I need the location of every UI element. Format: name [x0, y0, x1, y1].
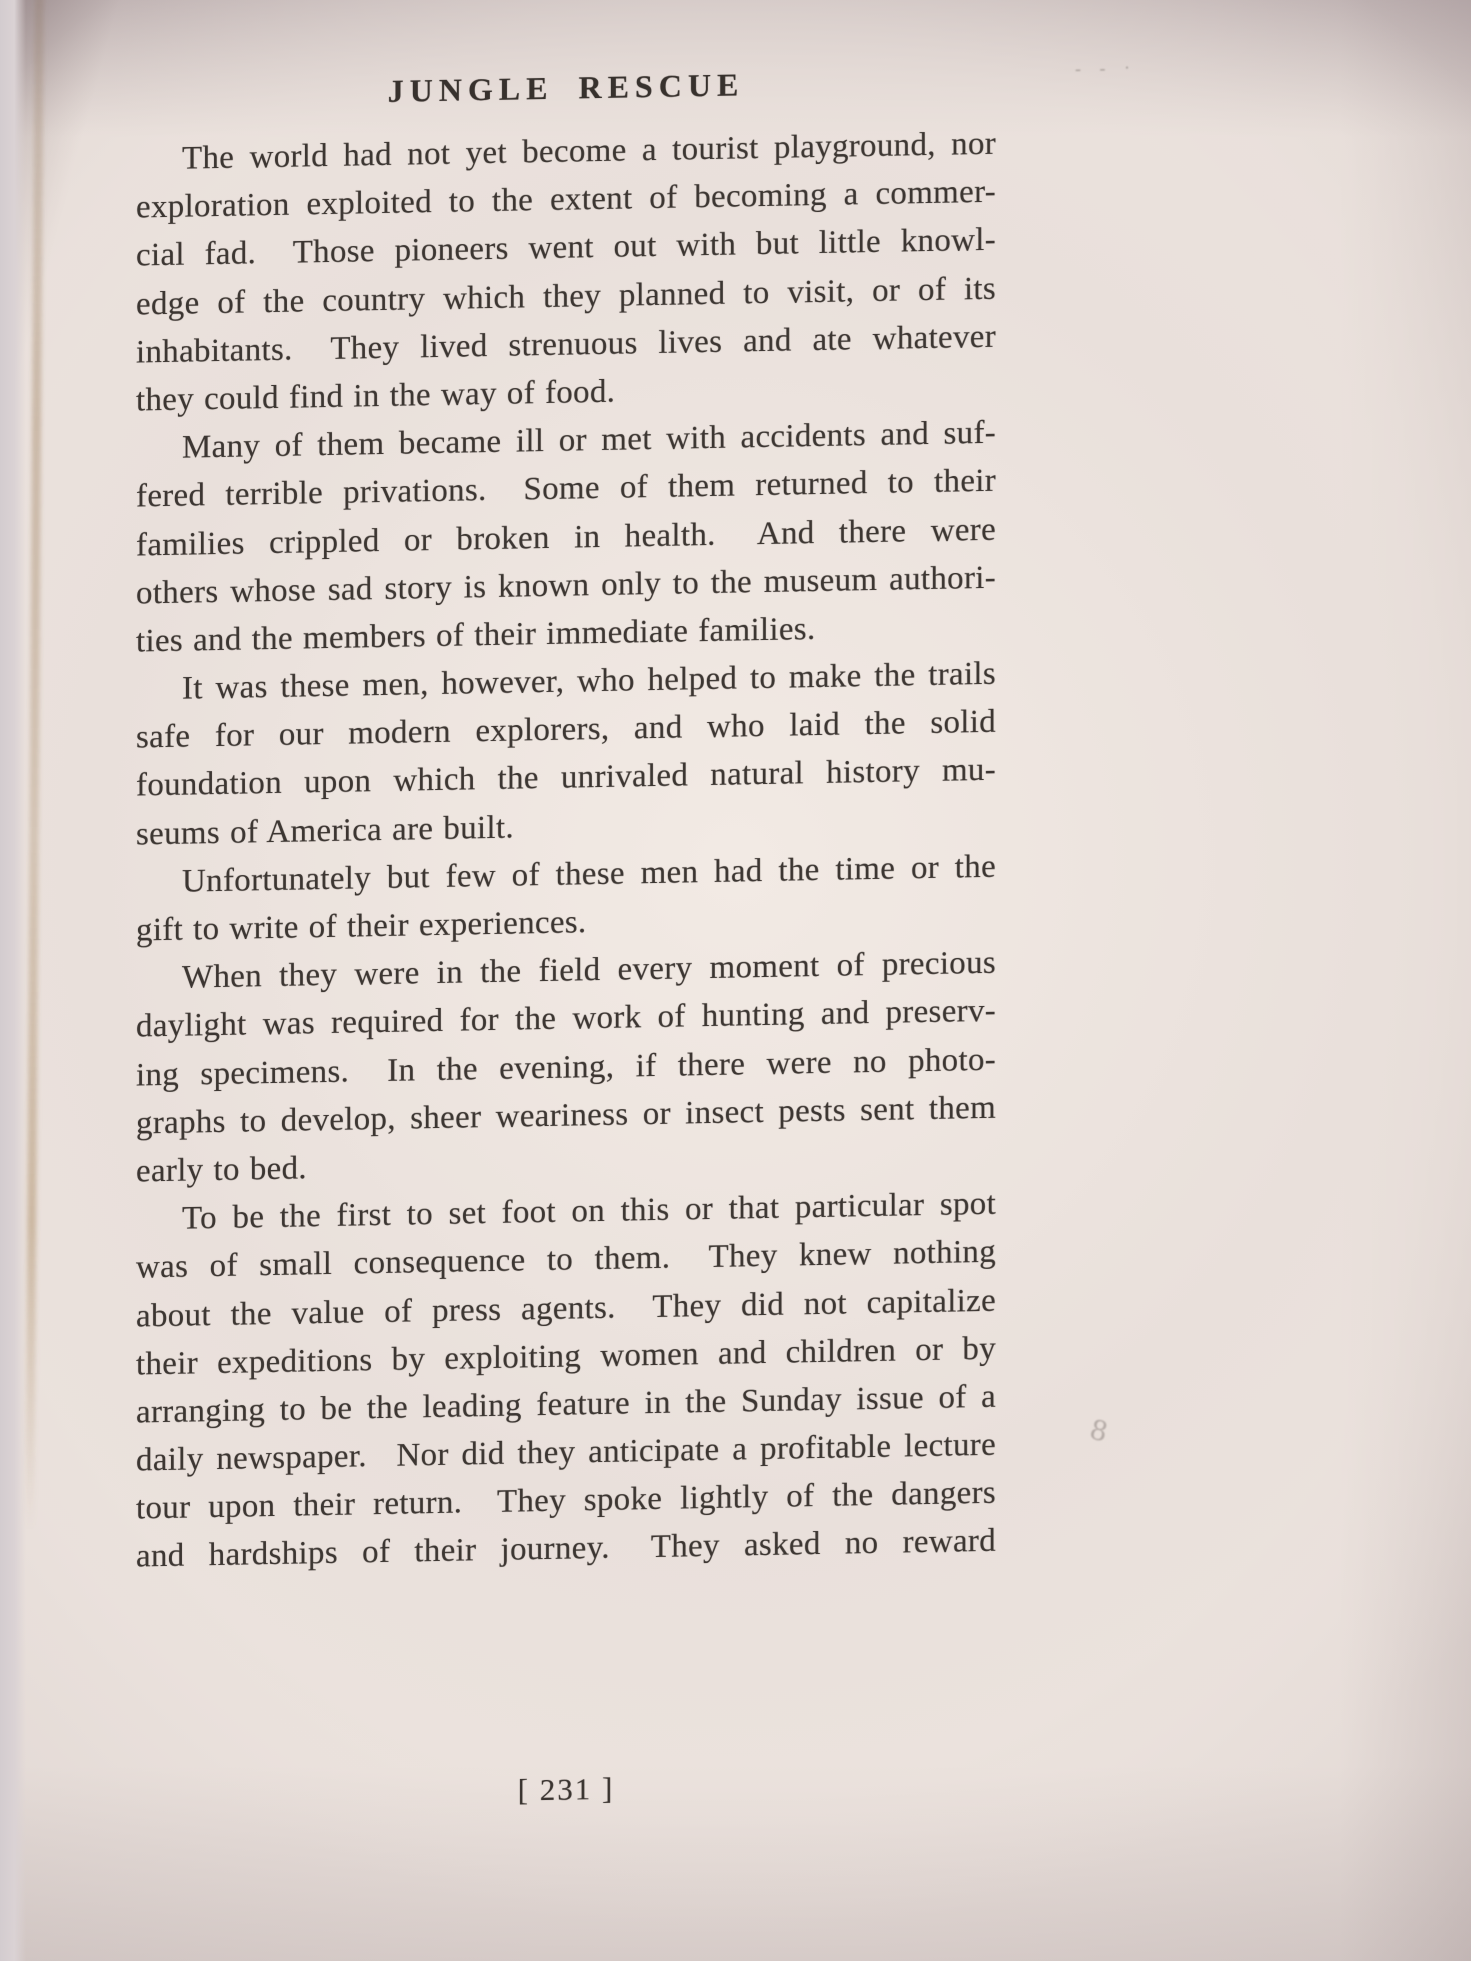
text-line: Many of them became ill or met with accidents and suf-	[182, 414, 996, 466]
text-line: and hardships of their journey. They asked no reward	[136, 1523, 996, 1575]
body-text	[136, 120, 996, 1581]
text-line: daylight was required for the work of hunting and preserv-	[136, 993, 996, 1045]
text-line: fered terrible privations. Some of them returned to their	[136, 463, 996, 515]
text-line: ing specimens. In the evening, if there were no photo-	[136, 1041, 996, 1094]
text-line: tour upon their return. They spoke lightly of the dangers	[136, 1474, 996, 1527]
text-line: When they were in the field every moment of precious	[182, 944, 996, 996]
text-line: cial fad. Those pioneers went out with but little knowl-	[136, 222, 996, 274]
text-line: about the value of press agents. They did not capitalize	[136, 1282, 996, 1335]
text-line: was of small consequence to them. They knew nothing	[136, 1234, 996, 1286]
running-header: JUNGLE RESCUE	[387, 66, 745, 109]
text-line: families crippled or broken in health. And there were	[136, 511, 996, 564]
faint-dash-marks: - - ·	[1075, 57, 1137, 79]
text-line: Unfortunately but few of these men had the time or the	[182, 848, 996, 900]
text-line: they could find in the way of food.	[136, 373, 616, 419]
text-line: edge of the country which they planned to visit, or of its	[136, 270, 996, 323]
page-number: [ 231 ]	[517, 1770, 615, 1808]
text-line: seums of America are built.	[136, 809, 514, 853]
text-line: ties and the members of their immediate families.	[136, 610, 816, 660]
text-line: The world had not yet become a tourist playground, nor	[182, 125, 996, 177]
text-line: foundation upon which the unrivaled natural history mu-	[136, 752, 996, 804]
text-line: early to bed.	[136, 1150, 307, 1190]
text-line: To be the first to set foot on this or that particular spot	[182, 1185, 996, 1237]
pencil-mark: 8	[1086, 1414, 1111, 1449]
text-line: inhabitants. They lived strenuous lives and ate whatever	[136, 318, 996, 371]
text-line: exploration exploited to the extent of becoming a commer-	[136, 173, 996, 226]
text-line: daily newspaper. Nor did they anticipate a profitable lecture	[136, 1426, 996, 1479]
text-line: gift to write of their experiences.	[136, 904, 587, 949]
text-line: graphs to develop, sheer weariness or insect pests sent them	[136, 1089, 996, 1142]
text-line: their expeditions by exploiting women and children or by	[136, 1330, 996, 1383]
text-line: safe for our modern explorers, and who laid the solid	[136, 703, 996, 756]
text-line: arranging to be the leading feature in the Sunday issue of a	[136, 1378, 996, 1431]
text-line: others whose sad story is known only to the museum authori-	[136, 559, 996, 612]
text-line: It was these men, however, who helped to make the trails	[182, 655, 996, 707]
